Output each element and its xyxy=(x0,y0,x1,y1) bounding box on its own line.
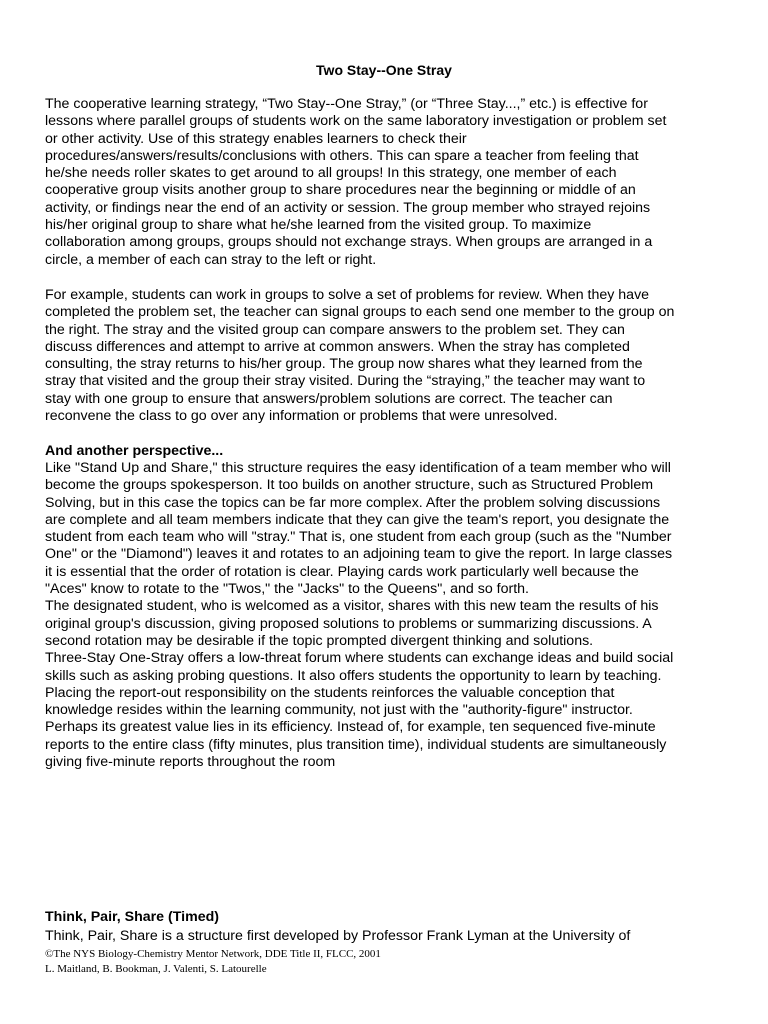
paragraph-line: it is essential that the order of rotation is clear. Playing cards work particularly well because the xyxy=(45,563,639,580)
tps-paragraph xyxy=(45,928,735,945)
paragraph-line: second rotation may be desirable if the topic prompted divergent thinking and solutions. xyxy=(45,632,594,649)
paragraph-line: Like "Stand Up and Share," this structure requires the easy identification of a team member who will xyxy=(45,460,671,476)
section-heading: Think, Pair, Share (Timed) xyxy=(45,909,219,925)
paragraph-line: stay with one group to ensure that answers/problem solutions are correct. The teacher can xyxy=(45,390,613,407)
paragraph-line: discuss differences and attempt to arrive at common answers. When the stray has completed xyxy=(45,338,630,355)
paragraph-line: Three-Stay One-Stray offers a low-threat forum where students can exchange ideas and build social xyxy=(45,650,674,667)
intro-paragraph xyxy=(45,96,735,269)
paragraph-line: The designated student, who is welcomed as a visitor, shares with this new team the results of his xyxy=(45,598,659,615)
page-title: Two Stay--One Stray xyxy=(316,62,452,78)
paragraph-line: knowledge resides within the learning community, not just with the "authority-figure" instructor. xyxy=(45,702,633,719)
paragraph-line: "Aces" know to rotate to the "Twos," the "Jacks" to the Queens", and so forth. xyxy=(45,581,529,598)
paragraph-line: procedures/answers/results/conclusions with others. This can spare a teacher from feeling that xyxy=(45,147,639,164)
paragraph-line: collaboration among groups, groups should not exchange strays. When groups are arranged in a xyxy=(45,234,653,251)
paragraph-line: Solving, but in this case the topics can be far more complex. After the problem solving discussions xyxy=(45,494,661,511)
paragraph-line: are complete and all team members indicate that they can give the team's report, you designate the xyxy=(45,511,670,528)
paragraph-line: student from each team who will "stray." That is, one student from each group (such as the "Number xyxy=(45,529,672,546)
paragraph-line: Placing the report-out responsibility on the students reinforces the valuable conception that xyxy=(45,684,615,701)
paragraph-line: the right. The stray and the visited group can compare answers to the problem set. They can xyxy=(45,321,625,338)
paragraph-line: For example, students can work in groups to solve a set of problems for review. When they have xyxy=(45,287,650,303)
paragraph-line: circle, a member of each can stray to the left or right. xyxy=(45,251,377,268)
paragraph-line: become the groups spokesperson. It too builds on another structure, such as Structured Problem xyxy=(45,477,654,494)
page-footer xyxy=(45,947,735,977)
paragraph-line: reports to the entire class (fifty minutes, plus transition time), individual students are simultaneously xyxy=(45,736,667,753)
example-paragraph xyxy=(45,287,735,425)
tps-heading-block xyxy=(45,909,735,926)
perspective-heading-block xyxy=(45,443,735,460)
perspective-paragraph xyxy=(45,460,735,771)
copyright-line: ©The NYS Biology-Chemistry Mentor Network, DDE Title II, FLCC, 2001 xyxy=(45,948,381,960)
paragraph-line: stray that visited and the group their stray visited. During the “straying,” the teacher may want to xyxy=(45,373,646,390)
paragraph-line: or other activity. Use of this strategy enables learners to check their xyxy=(45,130,467,147)
paragraph-line: lessons where parallel groups of students work on the same laboratory investigation or problem set xyxy=(45,113,667,130)
paragraph-line: original group's discussion, giving proposed solutions to problems or summarizing discussions. A xyxy=(45,615,652,632)
paragraph-line: cooperative group visits another group to share procedures near the beginning or middle of an xyxy=(45,182,636,199)
paragraph-line: The cooperative learning strategy, “Two Stay--One Stray,” (or “Three Stay...,” etc.) is effective for xyxy=(45,96,648,112)
section-heading: And another perspective... xyxy=(45,443,224,459)
paragraph-line: giving five-minute reports throughout the room xyxy=(45,754,336,771)
paragraph-line: skills such as asking probing questions. It also offers students the opportunity to learn by teaching. xyxy=(45,667,662,684)
paragraph-line: activity, or findings near the end of an activity or session. The group member who strayed rejoins xyxy=(45,199,651,216)
paragraph-line: completed the problem set, the teacher can signal groups to each send one member to the group on xyxy=(45,304,675,321)
paragraph-line: he/she needs roller skates to get around to all groups! In this strategy, one member of each xyxy=(45,165,617,182)
paragraph-line: Perhaps its greatest value lies in its efficiency. Instead of, for example, ten sequenced five-minute xyxy=(45,719,656,736)
authors-line: L. Maitland, B. Bookman, J. Valenti, S. Latourelle xyxy=(45,963,267,975)
paragraph-line: his/her original group to share what he/she learned from the visited group. To maximize xyxy=(45,217,592,234)
paragraph-line: consulting, the stray returns to his/her group. The group now shares what they learned from the xyxy=(45,356,643,373)
paragraph-line: reconvene the class to go over any information or problems that were unresolved. xyxy=(45,408,558,425)
paragraph-line: Think, Pair, Share is a structure first developed by Professor Frank Lyman at the University of xyxy=(45,928,631,944)
paragraph-line: One" or the "Diamond") leaves it and rotates to an adjoining team to give the report. In large classes xyxy=(45,546,673,563)
